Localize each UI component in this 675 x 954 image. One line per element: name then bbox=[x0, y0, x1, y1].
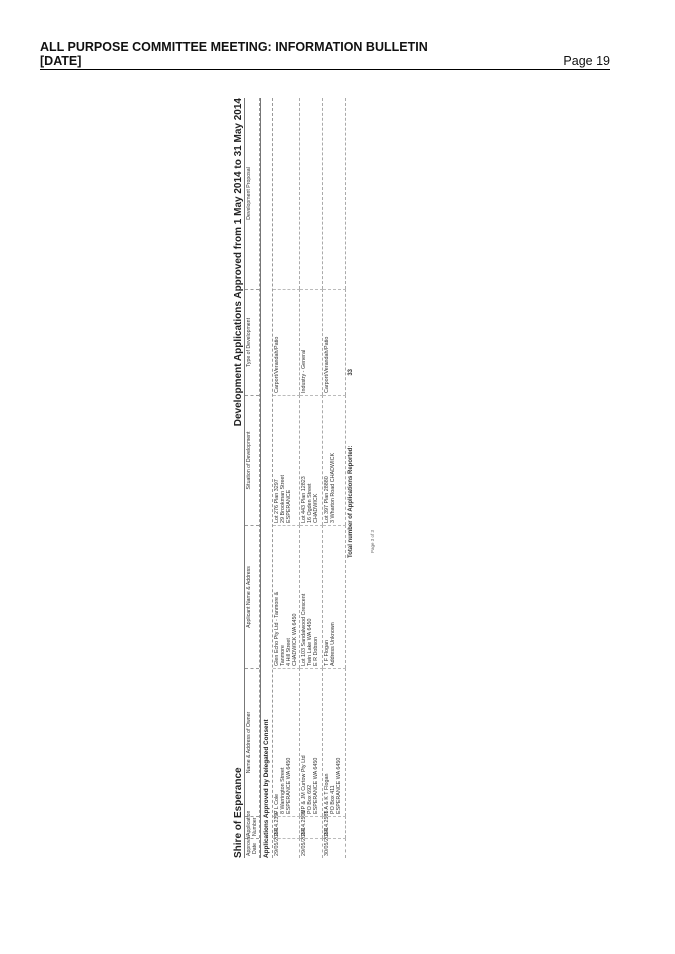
table-header bbox=[244, 98, 260, 858]
header-rule bbox=[40, 69, 610, 70]
report-title: Development Applications Approved from 1 May 2014 to 31 May 2014 bbox=[233, 98, 244, 427]
table-cell bbox=[273, 98, 300, 289]
table-cell: Carport/Verandah/Patio bbox=[323, 289, 346, 395]
section-heading: Applications Approved by Delegated Consent bbox=[260, 98, 273, 858]
table-body bbox=[273, 98, 346, 858]
page-of: Page 3 of 3 bbox=[370, 529, 375, 553]
total-label: Total number of Applications Reported: bbox=[348, 445, 354, 558]
column-header: Approval Date bbox=[246, 835, 258, 856]
table-cell bbox=[323, 98, 346, 289]
table-cell: 29/05/2014 bbox=[300, 838, 323, 858]
org-name: Shire of Esperance bbox=[233, 767, 244, 858]
table-cell: 29/05/2014 bbox=[273, 838, 300, 858]
table-cell bbox=[300, 98, 323, 289]
column-header: Development Proposal bbox=[246, 167, 252, 220]
column-header: Situation of Development bbox=[245, 395, 259, 525]
table-cell: T A & K T Flogan PO Box 411 ESPERANCE WA 6450 bbox=[323, 668, 346, 816]
column-header: Applicant Name & Address bbox=[245, 525, 259, 668]
rotated-approvals-report bbox=[230, 98, 375, 858]
table-cell: Lot 397 Plan 28880 3 Wharton Road CHADWICK bbox=[323, 395, 346, 525]
table-cell: 2014.2585 bbox=[323, 816, 346, 838]
bulletin-title: ALL PURPOSE COMMITTEE MEETING: INFORMATION BULLETIN bbox=[40, 40, 428, 54]
column-header: Type of Development bbox=[245, 289, 259, 395]
table-cell: Lot 276 Plan 3297 29 Brookman Street ESPERANCE bbox=[273, 395, 300, 525]
table-cell: Industry - General bbox=[300, 289, 323, 395]
table-cell: 30/05/2014 bbox=[323, 838, 346, 858]
total-row bbox=[348, 98, 354, 858]
table-cell: 2014.2397 bbox=[273, 816, 300, 838]
header-date: [DATE] bbox=[40, 54, 82, 68]
table-cell: Carport/Verandah/Patio bbox=[273, 289, 300, 395]
table-cell: Glen Echo Pty Ltd - Tanmore & Tanmore 4 Hill Street CHADWICK WA 6450 bbox=[273, 525, 300, 668]
column-header: Application Number bbox=[246, 810, 258, 836]
page-number: Page 19 bbox=[563, 54, 610, 68]
table-cell: Lot 103 Sandalwood Crescent Twin Lake WA 6450 E R Dobson bbox=[300, 525, 323, 668]
table-cell: MP & JM Curtow Pty Ltd PO Box 692 ESPERANCE WA 6450 bbox=[300, 668, 323, 816]
table-cell: 2014.2505 bbox=[300, 816, 323, 838]
table-cell: T F Flogan Address Unknown bbox=[323, 525, 346, 668]
column-header: Name & Address of Owner bbox=[245, 668, 259, 816]
page-header bbox=[40, 40, 610, 68]
total-value: 33 bbox=[348, 368, 354, 376]
table-cell: F L Cole 8 Warrington Street ESPERANCE WA 6450 bbox=[273, 668, 300, 816]
table-cell: Lot 443 Plan 12823 16 Ogden Street CHADWICK bbox=[300, 395, 323, 525]
